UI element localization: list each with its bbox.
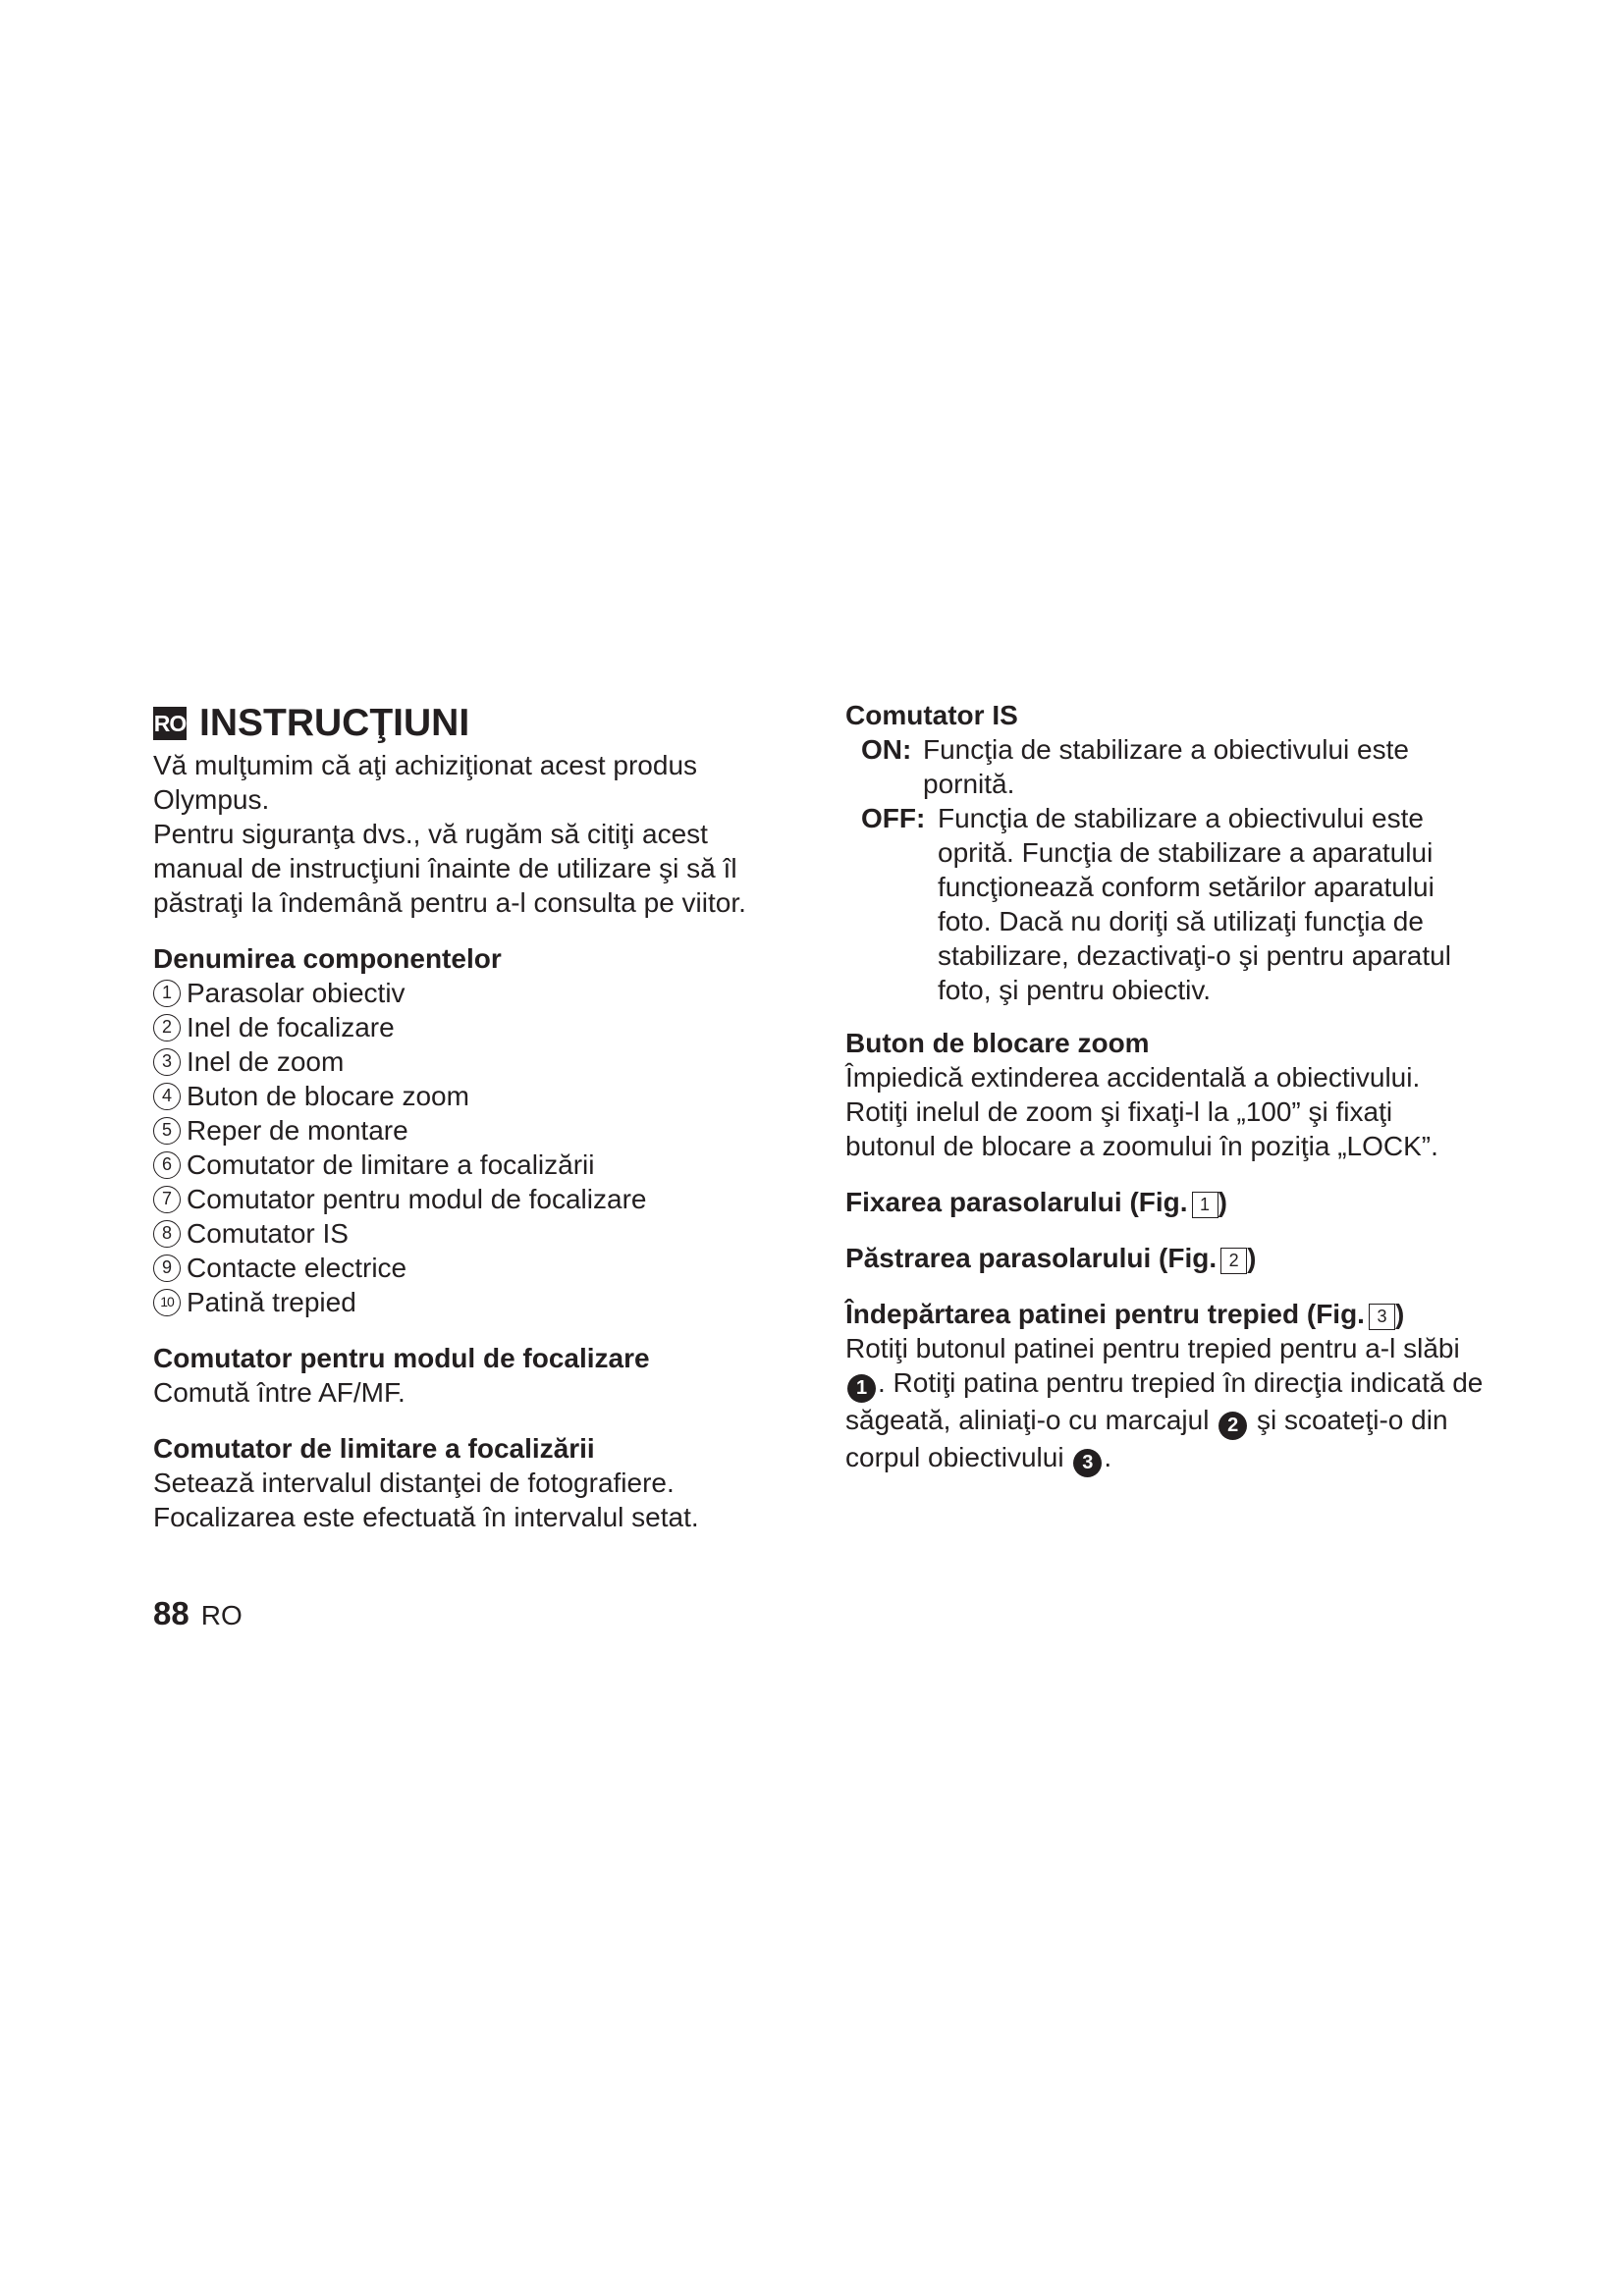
list-item	[153, 1251, 782, 1285]
right-column	[845, 699, 1489, 1477]
heading-close-paren: )	[1218, 1187, 1227, 1217]
tripod-text-part: Rotiţi butonul patinei pentru trepied pentru a-l slăbi	[845, 1333, 1460, 1363]
is-on-label: ON:	[861, 734, 912, 765]
list-item	[153, 1148, 782, 1182]
components-list	[153, 976, 782, 1319]
heading-close-paren: )	[1394, 1299, 1405, 1329]
focus-limit-text: Setează intervalul distanţei de fotografiere. Focalizarea este efectuată în intervalul setat.	[153, 1468, 699, 1532]
focus-mode-heading: Comutator pentru modul de focalizare	[153, 1343, 650, 1373]
tripod-remove-heading-text: Îndepărtarea patinei pentru trepied (Fig.	[845, 1299, 1365, 1329]
is-off-text: Funcţia de stabilizare a obiectivului este oprită. Funcţia de stabilizare a aparatului funcţionează conform setărilor aparatului foto. Dacă nu doriţi să utilizaţi funcţia de stabilizare, dezactivaţi-o şi pentru aparatul foto, şi pentru obiectiv.	[938, 803, 1451, 1005]
hood-attach-heading-text: Fixarea parasolarului (Fig.	[845, 1187, 1188, 1217]
left-column	[153, 699, 782, 1534]
tripod-remove-text	[845, 1331, 1489, 1477]
zoom-lock-heading: Buton de blocare zoom	[845, 1028, 1150, 1058]
figure-ref-box: 2	[1220, 1248, 1247, 1274]
tripod-remove-heading	[845, 1298, 1489, 1331]
component-label: Reper de montare	[187, 1115, 408, 1146]
component-label: Patină trepied	[187, 1287, 356, 1317]
is-on-text: Funcţia de stabilizare a obiectivului este pornită.	[923, 734, 1409, 799]
heading-close-paren: )	[1247, 1243, 1257, 1273]
component-label: Comutator pentru modul de focalizare	[187, 1184, 647, 1214]
tripod-text-part: . Rotiţi patina pentru trepied în direcţia indicată de săgeată, aliniaţi-o cu marcajul	[845, 1367, 1484, 1435]
component-label: Parasolar obiectiv	[187, 978, 406, 1008]
circled-number: 7	[153, 1186, 181, 1213]
page-number: 88	[153, 1595, 189, 1631]
focus-mode-text: Comută între AF/MF.	[153, 1377, 406, 1408]
component-label: Comutator de limitare a focalizării	[187, 1149, 595, 1180]
figure-ref-box: 3	[1369, 1304, 1395, 1330]
component-label: Contacte electrice	[187, 1253, 407, 1283]
circled-number: 8	[153, 1220, 181, 1248]
tripod-text-part: şi scoateţi-o din corpul obiectivului	[845, 1405, 1448, 1472]
circled-number: 4	[153, 1083, 181, 1110]
hood-store-heading-text: Păstrarea parasolarului (Fig.	[845, 1243, 1218, 1273]
step-number-badge: 2	[1218, 1412, 1247, 1440]
footer-language: RO	[200, 1600, 243, 1630]
zoom-lock-text: Împiedică extinderea accidentală a obiectivului. Rotiţi inelul de zoom şi fixaţi-l la „100” şi fixaţi butonul de blocare a zoomului în poziţia „LOCK”.	[845, 1062, 1438, 1161]
component-label: Inel de focalizare	[187, 1012, 395, 1042]
circled-number: 2	[153, 1014, 181, 1041]
page-footer	[153, 1595, 243, 1632]
circled-number: 6	[153, 1151, 181, 1179]
component-label: Inel de zoom	[187, 1046, 345, 1077]
list-item	[153, 1010, 782, 1044]
components-heading: Denumirea componentelor	[153, 943, 502, 974]
focus-limit-heading: Comutator de limitare a focalizării	[153, 1433, 595, 1464]
hood-store-heading	[845, 1242, 1489, 1275]
is-switch-heading: Comutator IS	[845, 700, 1018, 730]
intro-thanks: Vă mulţumim că aţi achiziţionat acest produs Olympus.	[153, 750, 698, 815]
list-item	[153, 976, 782, 1010]
list-item	[153, 1182, 782, 1216]
step-number-badge: 1	[847, 1374, 876, 1403]
is-off-label: OFF:	[861, 803, 926, 833]
intro-safety: Pentru siguranţa dvs., vă rugăm să citiţi acest manual de instrucţiuni înainte de utilizare şi să îl păstraţi la îndemână pentru a-l consulta pe viitor.	[153, 819, 746, 918]
circled-number: 5	[153, 1117, 181, 1145]
language-badge: RO	[153, 707, 187, 740]
list-item	[153, 1044, 782, 1079]
page-title-text: INSTRUCŢIUNI	[199, 702, 470, 744]
tripod-text-part: .	[1104, 1442, 1112, 1472]
list-item	[153, 1113, 782, 1148]
circled-number: 3	[153, 1048, 181, 1076]
list-item	[153, 1216, 782, 1251]
step-number-badge: 3	[1073, 1449, 1102, 1477]
figure-ref-box: 1	[1192, 1192, 1218, 1218]
is-on-row	[845, 732, 1489, 801]
component-label: Comutator IS	[187, 1218, 349, 1249]
component-label: Buton de blocare zoom	[187, 1081, 469, 1111]
circled-number: 9	[153, 1255, 181, 1282]
list-item	[153, 1285, 782, 1319]
list-item	[153, 1079, 782, 1113]
circled-number: 1	[153, 980, 181, 1007]
circled-number: 10	[153, 1289, 181, 1316]
is-off-row	[845, 801, 1489, 1007]
hood-attach-heading	[845, 1186, 1489, 1219]
page-title	[153, 699, 782, 748]
